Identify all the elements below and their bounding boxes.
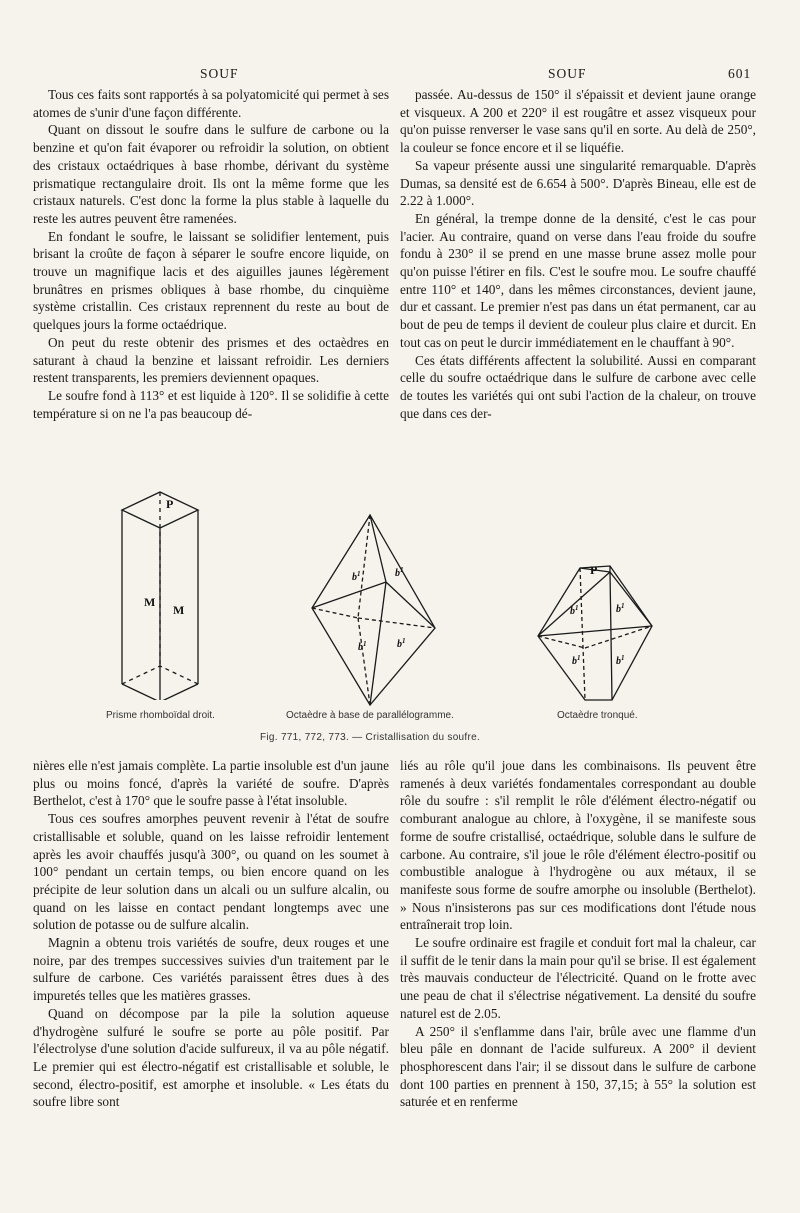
face-label-b1: $b^1$ — [616, 654, 625, 667]
figure-caption-prism: Prisme rhomboïdal droit. — [106, 710, 215, 721]
paragraph: A 250° il s'enflamme dans l'air, brûle avec une flamme d'un bleu pâle en donnant de l'acide sulfureux. A 200° il devient phosphorescent dans l'air; il se dissout dans le sulfure de carbone dont 100 parties en prennent à 150, 37,15; à 55° la solution est saturée et en renferme — [400, 1023, 756, 1110]
figure-caption-octahedron: Octaèdre à base de parallélogramme. — [286, 710, 454, 721]
paragraph: Le soufre fond à 113° et est liquide à 120°. Il se solidifie à cette température si on ne l'a pas beaucoup dé- — [33, 387, 389, 421]
face-label-b1: $b^1$ — [616, 602, 625, 615]
paragraph: passée. Au-dessus de 150° il s'épaissit et devient jaune orange et visqueux. A 200 et 220° il est rougâtre et assez visqueux pour qu'on puisse renverser le vase sans qu'il en sorte. Au delà de 250°, la couleur se fonce encore et il se liquéfie. — [400, 87, 756, 156]
column-bottom-left — [33, 757, 389, 1157]
column-top-right — [400, 86, 756, 446]
face-label-p: P — [166, 497, 174, 511]
crystal-figures — [0, 460, 800, 760]
paragraph: Tous ces soufres amorphes peuvent revenir à l'état de soufre cristallisable et soluble, quand on les laisse refroidir lentement après les avoir chauffés jusqu'à 300°, ou quand on les soumet à 100° pendant un certain temps, ou bien encore quand on les précipite de leur solution dans un alcali ou un sulfure alcalin, ou quand on les laisse en contact pendant longtemps avec une solution de potasse ou de sulfure alcalin. — [33, 811, 389, 933]
paragraph: En général, la trempe donne de la densité, c'est le cas pour l'acier. Au contraire, quand on verse dans l'eau froide du soufre fondu à 230° il se prend en une masse brune assez molle pour qu'on puisse l'étirer en fils. C'est le soufre mou. Le soufre chauffé entre 110° et 140°, dans les mêmes circonstances, devient jaune, dur et cassant. Le premier n'est pas dans un état permanent, car au bout de peu de temps il devient de couleur plus claire et durcit. En tout cas on peut le durcir immédiatement en le chauffant à 90°. — [400, 210, 756, 350]
paragraph: On peut du reste obtenir des prismes et des octaèdres en saturant à chaud la benzine et laissant refroidir. Les derniers restent transparents, les premiers deviennent opaques. — [33, 334, 389, 386]
paragraph: nières elle n'est jamais complète. La partie insoluble est d'un jaune plus ou moins foncé, d'après la variété de soufre. D'après Berthelot, c'est à 170° que le soufre passe à l'état insoluble. — [33, 758, 389, 809]
prism-figure — [100, 470, 220, 700]
face-label-b1: $b^1$ — [397, 637, 406, 650]
paragraph: En fondant le soufre, le laissant se solidifier lentement, puis brisant la croûte de façon à séparer le soufre encore liquide, on trouve un magnifique lacis et des aiguilles jaunes légèrement brunâtres en prismes obliques à base rhombe, du cinquième système cristallin. Ces cristaux reprennent du reste au bout de quelques jours la forme octaédrique. — [33, 228, 389, 333]
running-header-left: SOUF — [200, 66, 239, 81]
paragraph: Quant on dissout le soufre dans le sulfure de carbone ou la benzine et qu'on fait évaporer ou refroidir la solution, on obtient des cristaux octaédriques à base rhombe, dérivant du système prismatique rectangulaire droit. Ils ont la même forme que les cristaux naturels. C'est donc la forme la plus stable à laquelle du reste les autres peuvent être ramenées. — [33, 122, 389, 226]
paragraph: Quand on décompose par la pile la solution aqueuse d'hydrogène sulfuré le soufre se porte au pôle positif. Par l'électrolyse d'une solution d'acide sulfureux, il va au pôle négatif. Le premier qui est électro-négatif est cristallisable et soluble, le second, électro-positif, est amorphe et insoluble. « Les états du soufre libre sont — [33, 1005, 389, 1110]
page-number: 601 — [728, 66, 752, 81]
figure-main-caption: Fig. 771, 772, 773. — Cristallisation du soufre. — [260, 732, 481, 743]
figure-caption-truncated: Octaèdre tronqué. — [557, 710, 638, 721]
column-top-left — [33, 86, 389, 446]
face-label-b1: $b^1$ — [570, 604, 579, 617]
octahedron-figure — [300, 510, 450, 710]
paragraph: Le soufre ordinaire est fragile et conduit fort mal la chaleur, car il suffit de le tenir dans la main pour qu'il se brise. Il est également très mauvais conducteur de l'électricité. Quand on le frotte avec une peau de chat il s'électrise négativement. La densité du soufre naturel est de 2.05. — [400, 935, 756, 1021]
face-label-m-left: M — [144, 595, 156, 609]
column-bottom-right — [400, 757, 756, 1157]
face-label-b1: $b^1$ — [572, 654, 581, 667]
paragraph: Magnin a obtenu trois variétés de soufre, deux rouges et une noire, par des trempes successives suivies d'un traitement par le sulfure de carbone. Ces variétés paraissent êtres dues à des impuretés telles que les matières grasses. — [33, 935, 389, 1004]
paragraph: Ces états différents affectent la solubilité. Aussi en comparant celle du soufre octaédrique dans le sulfure de carbone avec celle de toutes les variétés qui ont subi l'action de la chaleur, on trouve que dans ces der- — [400, 352, 756, 421]
face-label-b1: $b^1$ — [352, 570, 361, 583]
running-header-right: SOUF — [548, 66, 587, 81]
paragraph: Tous ces faits sont rapportés à sa polyatomicité qui permet à ses atomes de s'unir d'une façon différente. — [33, 87, 389, 120]
truncated-octahedron-figure — [530, 558, 660, 708]
face-label-p: P — [590, 563, 598, 577]
face-label-b1: $b^1$ — [395, 566, 404, 579]
face-label-b1: $b^1$ — [358, 640, 367, 653]
paragraph: liés au rôle qu'il joue dans les combinaisons. Ils peuvent être ramenés à deux variétés fondamentales correspondant au double rôle du soufre : s'il remplit le rôle d'élément électro-négatif ou comburant analogue au chlore, à l'oxygène, il se manifeste sous forme de soufre cristallisé, octaédrique, soluble dans le sulfure de carbone. Au contraire, s'il joue le rôle d'élément électro-positif ou combustible analogue à l'hydrogène ou aux métaux, il se manifeste sous forme de soufre amorphe ou insoluble (Berthelot). » Nous n'insisterons pas sur ces modifications dont l'étude nous entraînerait trop loin. — [400, 758, 756, 933]
face-label-m-right: M — [173, 603, 185, 617]
paragraph: Sa vapeur présente aussi une singularité remarquable. D'après Dumas, sa densité est de 6.654 à 500°. D'après Bineau, elle est de 2.22 à 1.000°. — [400, 157, 756, 209]
